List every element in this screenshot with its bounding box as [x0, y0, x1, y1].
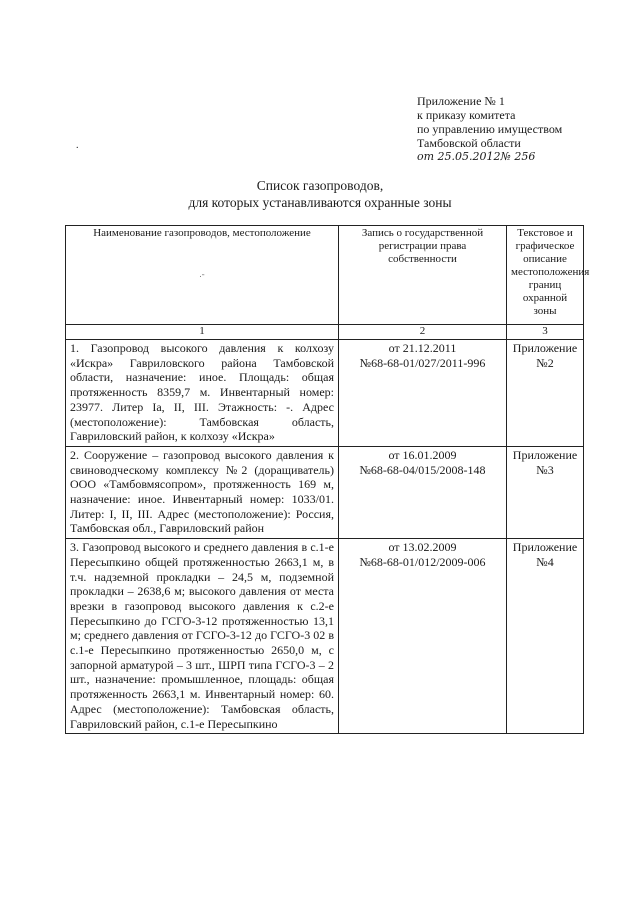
column-number: 2: [339, 325, 507, 340]
column-number: 1: [66, 325, 339, 340]
registration-record: [339, 446, 507, 538]
pipeline-description: 1. Газопровод высокого давления к колхозу «Искра» Гавриловского района Тамбовской области, назначение: иное. Площадь: общая протяженность 8359,7 м. Инвентарный номер: 23977. Литер Iа, II, III. Этажность: -. Адрес (местоположение): Тамбовская область, Гавриловский район, к колхозу «Искра»: [66, 340, 339, 447]
record-date: от 13.02.2009: [388, 540, 457, 555]
table-header-row: [66, 226, 584, 325]
pipelines-table: [65, 225, 590, 734]
record-number: №68-68-04/015/2008-148: [359, 462, 486, 477]
appendix-region-line: Тамбовской области: [417, 136, 521, 150]
appendix-title: Приложение № 1: [417, 94, 505, 108]
page-mark: .: [76, 140, 79, 151]
record-number: №68-68-01/012/2009-006: [359, 554, 486, 569]
column-number-row: [66, 325, 584, 340]
table-row: [66, 539, 584, 734]
document-title: [0, 177, 640, 211]
appendix-reference: Приложение №2: [507, 340, 584, 447]
column-number: 3: [507, 325, 584, 340]
appendix-reference: Приложение №3: [507, 446, 584, 538]
appendix-committee-line: по управлению имуществом: [417, 122, 563, 136]
appendix-header: [417, 94, 617, 164]
appendix-date-line: от 25.05.2012№ 256: [417, 150, 536, 163]
table-row: [66, 340, 584, 447]
appendix-order-line: к приказу комитета: [417, 108, 516, 122]
header-zone-description: Текстовое и графическое описание местоположения границ охранной зоны: [507, 226, 584, 325]
record-date: от 16.01.2009: [388, 447, 457, 462]
stray-mark: .-: [199, 269, 205, 279]
registration-record: [339, 539, 507, 734]
title-line-2: для которых устанавливаются охранные зоны: [188, 195, 452, 210]
appendix-reference: Приложение №4: [507, 539, 584, 734]
title-line-1: Список газопроводов,: [256, 178, 384, 193]
record-date: от 21.12.2011: [388, 341, 457, 355]
record-number: №68-68-01/027/2011-996: [359, 355, 486, 370]
registration-record: [339, 340, 507, 447]
pipeline-description: 3. Газопровод высокого и среднего давления в с.1-е Пересыпкино общей протяженностью 2663,1 м, в т.ч. надземной прокладки – 24,5 м, подземной прокладки – 2638,6 м; высокого давления от места врезки в газопровод высокого давления к с.2-е Пересыпкино до ГСГО-3-12 протяженностью 13,1 м; среднего давления от ГСГО-3-12 до ГСГО-3 02 в с.1-е Пересыпкино протяженностью 2650,0 м, с запорной арматурой – 3 шт., ШРП типа ГСГО-3 – 2 шт., назначение: промышленное, площадь: общая протяженность 2663,1 м. Инвентарный номер: 60. Адрес (местоположение): Тамбовская область, Гавриловский район, с.1-е Пересыпкино: [66, 539, 339, 734]
header-name-location: Наименование газопроводов, местоположение .-: [66, 226, 339, 325]
table-row: [66, 446, 584, 538]
header-registration: Запись о государственной регистрации права собственности: [339, 226, 507, 325]
pipeline-description: 2. Сооружение – газопровод высокого давления к свиноводческому комплексу №2 (доращиватель) ООО «Тамбовмясопром», протяженность 169 м, назначение: иное. Инвентарный номер: 1033/01. Литер: I, II, III. Адрес (местоположение): Россия, Тамбовская обл., Гавриловский район: [66, 446, 339, 538]
